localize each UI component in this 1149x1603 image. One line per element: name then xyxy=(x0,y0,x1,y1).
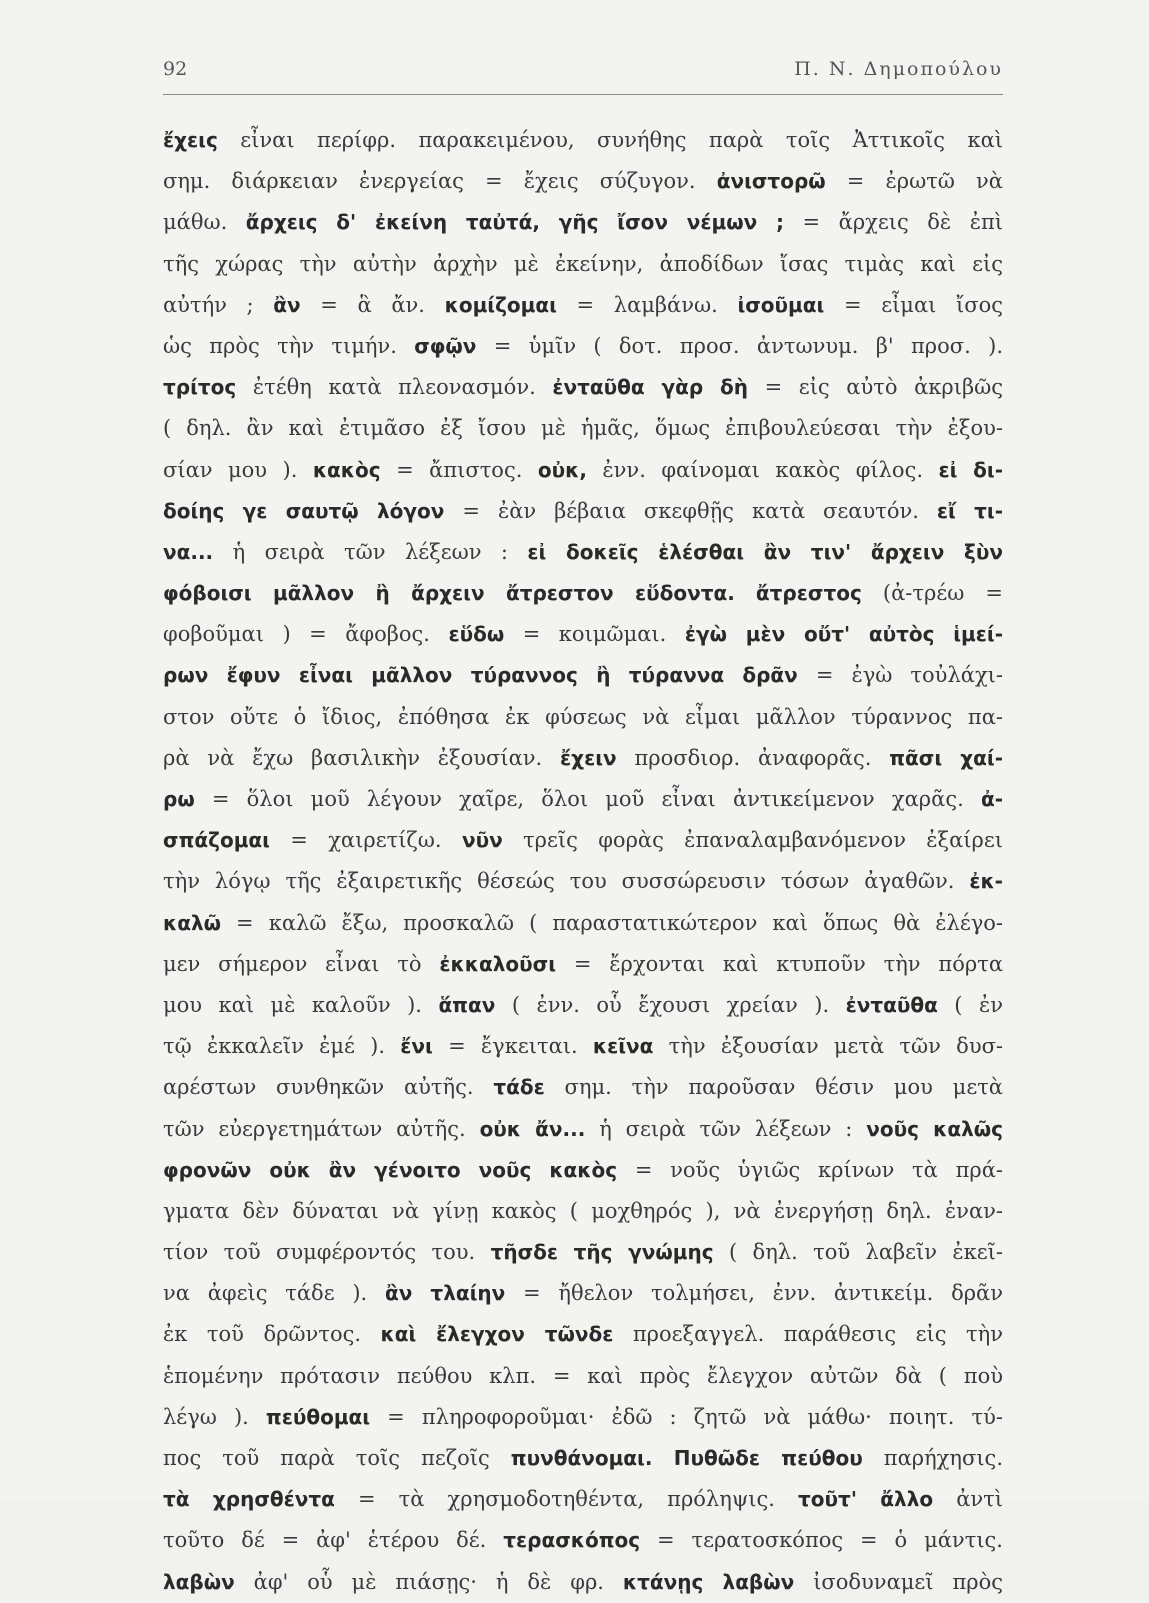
text-line xyxy=(163,450,1003,491)
gloss-text: ἐκ τοῦ δρῶντος. xyxy=(163,1322,381,1347)
gloss-text: σίαν μου ). xyxy=(163,457,313,482)
lemma-term: κακὸς xyxy=(312,457,381,482)
gloss-text: = ἤθελον τολμήσει, ἐνν. ἀντικείμ. δρᾶν xyxy=(505,1281,1003,1306)
text-line xyxy=(163,614,1003,655)
lemma-term: πᾶσι χαί- xyxy=(889,745,1003,770)
lemma-term: οὐκ, xyxy=(537,457,587,482)
lemma-term: πυνθάνομαι. Πυθῶδε πεύθου xyxy=(510,1446,863,1470)
lemma-term: φόβοισι μᾶλλον ἢ ἄρχειν ἄτρεστον εὕδοντα. xyxy=(163,581,735,606)
gloss-text: μάθω. xyxy=(163,210,246,235)
running-head: Π. Ν. Δημοπούλου xyxy=(794,58,1003,80)
gloss-text: ἰσοδυναμεῖ πρὸς xyxy=(794,1569,1003,1594)
gloss-text: ὡς πρὸς τὴν τιμήν. xyxy=(163,333,415,358)
gloss-text: = ἄπιστος. xyxy=(380,457,538,482)
gloss-text: σημ. διάρκειαν ἐνεργείας = ἔχεις σύζυγον. xyxy=(163,169,717,194)
lemma-term: ἂν τλαίην xyxy=(385,1281,506,1306)
lemma-term: ἀ- xyxy=(980,787,1003,811)
gloss-text: = νοῦς ὑγιῶς κρίνων τὰ πρά- xyxy=(617,1157,1003,1182)
lemma-term: ἰσοῦμαι xyxy=(737,292,825,317)
gloss-text: τῷ ἐκκαλεῖν ἐμέ ). xyxy=(163,1034,401,1059)
gloss-text: προσδιορ. ἀναφορᾶς. xyxy=(616,745,890,770)
gloss-text: = ἄρχεις δὲ ἐπὶ xyxy=(784,210,1003,235)
lemma-term: τερασκόπος xyxy=(503,1528,641,1553)
gloss-text: μου καὶ μὲ καλοῦν ). xyxy=(163,992,439,1017)
text-line xyxy=(163,697,1003,738)
lemma-term: ἔχεις xyxy=(163,128,218,152)
text-line xyxy=(163,738,1003,779)
lemma-term: εἰ δοκεῖς ἑλέσθαι ἂν τιν' ἄρχειν ξὺν xyxy=(527,539,1003,564)
lemma-term: τῆσδε τῆς γνώμης xyxy=(490,1240,714,1265)
text-line xyxy=(163,1438,1003,1479)
gloss-text: ἡ σειρὰ τῶν λέξεων : xyxy=(585,1116,867,1141)
lemma-term: ἔνι xyxy=(400,1034,433,1059)
lemma-term: ἄρχεις δ' ἐκείνη ταὐτά, γῆς ἴσον νέμων ; xyxy=(245,210,785,235)
text-line xyxy=(163,985,1003,1026)
page-number: 92 xyxy=(163,58,188,80)
gloss-text: = ἐγὼ τοὐλάχι- xyxy=(797,663,1003,688)
lemma-term: λαβὼν xyxy=(163,1569,235,1594)
gloss-text: τὴν λόγῳ τῆς ἐξαιρετικῆς θέσεώς του συσσώρευσιν τόσων ἀγαθῶν. xyxy=(163,869,970,894)
text-line xyxy=(163,1232,1003,1273)
lemma-term: εἴ τι- xyxy=(936,498,1003,523)
lemma-term: τοῦτ' ἄλλο xyxy=(798,1487,934,1512)
gloss-text: ἐνν. φαίνομαι κακὸς φίλος. xyxy=(586,457,939,482)
gloss-text: τῶν εὐεργετημάτων αὐτῆς. xyxy=(163,1116,480,1141)
gloss-text: (ἀ-τρέω = xyxy=(861,581,1003,606)
text-line xyxy=(163,244,1003,285)
text-line xyxy=(163,202,1003,243)
gloss-text: = εἶμαι ἴσος xyxy=(824,292,1003,317)
gloss-text: ἑπομένην πρότασιν πεύθου κλπ. = καὶ πρὸς ἔλεγχον αὐτῶν δὰ ( ποὺ xyxy=(163,1363,1003,1388)
gloss-text: ἡ σειρὰ τῶν λέξεων : xyxy=(213,539,528,564)
lemma-term: σφῷν xyxy=(414,333,477,358)
gloss-text: = ἃ ἄν. xyxy=(300,292,445,317)
gloss-text: ἐτέθη κατὰ πλεονασμόν. xyxy=(236,375,553,400)
lemma-term: ἂν xyxy=(273,292,301,317)
gloss-text: = τερατοσκόπος = ὁ μάντις. xyxy=(640,1528,1003,1553)
gloss-text: = ἐρωτῶ νὰ xyxy=(825,169,1003,194)
lemma-term: δοίης γε σαυτῷ λόγον xyxy=(163,498,445,523)
text-line xyxy=(163,573,1003,614)
text-line xyxy=(163,1273,1003,1314)
gloss-text: ( δηλ. τοῦ λαβεῖν ἐκεῖ- xyxy=(713,1240,1003,1265)
commentary-text xyxy=(163,120,1003,1603)
gloss-text: = ὅλοι μοῦ λέγουν χαῖρε, ὅλοι μοῦ εἶναι ἀντικείμενον χαρᾶς. xyxy=(194,787,981,811)
text-line xyxy=(163,1397,1003,1438)
lemma-term: ἐκ- xyxy=(969,869,1003,894)
gloss-text: λέγω ). xyxy=(163,1404,266,1429)
gloss-text: φοβοῦμαι ) = ἄφοβος. xyxy=(163,622,449,647)
lemma-term: ρων ἔφυν εἶναι μᾶλλον τύραννος ἢ τύραννα δρᾶν xyxy=(163,663,798,688)
lemma-term: τὰ χρησθέντα xyxy=(163,1487,335,1512)
lemma-term: ρω xyxy=(163,787,195,811)
text-line xyxy=(163,1314,1003,1355)
lemma-term: ἔχειν xyxy=(560,745,617,770)
text-line xyxy=(163,1562,1003,1603)
gloss-text: ( δηλ. ἂν καὶ ἐτιμᾶσο ἐξ ἴσου μὲ ἡμᾶς, ὅμως ἐπιβουλεύεσαι τὴν ἐξου- xyxy=(163,416,1003,441)
lemma-term: κομίζομαι xyxy=(444,292,557,317)
gloss-text: στον οὔτε ὁ ἴδιος, ἐπόθησα ἐκ φύσεως νὰ εἶμαι μᾶλλον τύραννος πα- xyxy=(163,704,1003,729)
gloss-text: μεν σήμερον εἶναι τὸ xyxy=(163,951,440,976)
lemma-term: ἐγὼ μὲν οὔτ' αὐτὸς ἱμεί- xyxy=(684,622,1003,647)
lemma-term: να... xyxy=(163,539,214,564)
gloss-text: ( ἐνν. οὗ ἔχουσι χρείαν ). xyxy=(495,992,846,1017)
lemma-term: τάδε xyxy=(493,1075,545,1100)
lemma-term: νῦν xyxy=(461,828,503,853)
lemma-term: ἐνταῦθα xyxy=(845,992,938,1017)
gloss-text: γματα δὲν δύναται νὰ γίνῃ κακὸς ( μοχθηρός ), νὰ ἐνεργήσῃ δηλ. ἐναν- xyxy=(163,1198,1003,1223)
gloss-text: = καλῶ ἔξω, προσκαλῶ ( παραστατικώτερον καὶ ὅπως θὰ ἐλέγο- xyxy=(221,910,1003,935)
text-line xyxy=(163,120,1003,161)
gloss-text: ( ἐν xyxy=(937,992,1003,1017)
text-line xyxy=(163,285,1003,326)
lemma-term: σπάζομαι xyxy=(163,828,270,853)
gloss-text: παρήχησις. xyxy=(862,1446,1003,1470)
gloss-text: = ἔγκειται. xyxy=(432,1034,593,1059)
text-line xyxy=(163,408,1003,449)
text-line xyxy=(163,861,1003,902)
gloss-text: = χαιρετίζω. xyxy=(269,828,462,853)
lemma-term: ἀνιστορῶ xyxy=(716,169,826,194)
gloss-text: ρὰ νὰ ἔχω βασιλικὴν ἐξουσίαν. xyxy=(163,745,561,770)
header-rule xyxy=(163,94,1003,95)
lemma-term: ἅπαν xyxy=(438,992,496,1017)
gloss-text: = λαμβάνω. xyxy=(556,292,738,317)
gloss-text: προεξαγγελ. παράθεσις εἰς τὴν xyxy=(613,1322,1003,1347)
gloss-text: εἶναι περίφρ. παρακειμένου, συνήθης παρὰ τοῖς Ἀττικοῖς καὶ xyxy=(217,128,1003,152)
lemma-term: καλῶ xyxy=(163,910,221,935)
gloss-text: ἀφ' οὗ μὲ πιάσῃς· ἡ δὲ φρ. xyxy=(234,1569,623,1594)
text-line xyxy=(163,1026,1003,1067)
text-line xyxy=(163,903,1003,944)
text-line xyxy=(163,1067,1003,1108)
gloss-text: = πληροφοροῦμαι· ἐδῶ : ζητῶ νὰ μάθω· ποιητ. τύ- xyxy=(370,1404,1003,1429)
lemma-term: νοῦς καλῶς xyxy=(866,1116,1003,1141)
page-header xyxy=(163,58,1003,90)
gloss-text: τῆς χώρας τὴν αὐτὴν ἀρχὴν μὲ ἐκείνην, ἀποδίδων ἴσας τιμὰς καὶ εἰς xyxy=(163,251,1003,276)
lemma-term: ἄτρεστος xyxy=(755,581,862,606)
lemma-term: τρίτος xyxy=(163,375,237,400)
lemma-term: φρονῶν οὐκ ἂν γένοιτο νοῦς κακὸς xyxy=(163,1157,618,1182)
text-line xyxy=(163,491,1003,532)
gloss-text: = ἐὰν βέβαια σκεφθῇς κατὰ σεαυτόν. xyxy=(444,498,937,523)
lemma-term: κτάνῃς λαβὼν xyxy=(622,1569,795,1594)
gloss-text: = κοιμῶμαι. xyxy=(504,622,685,647)
lemma-term: κεῖνα xyxy=(592,1034,654,1059)
gloss-text: τοῦτο δέ = ἀφ' ἑτέρου δέ. xyxy=(163,1528,504,1553)
lemma-term: ἐνταῦθα γὰρ δὴ xyxy=(552,375,749,400)
gloss-text: πος τοῦ παρὰ τοῖς πεζοῖς xyxy=(163,1446,511,1470)
gloss-text: ἀντὶ xyxy=(933,1487,1003,1512)
lemma-term: εὕδω xyxy=(448,622,505,647)
gloss-text: = ὑμῖν ( δοτ. προσ. ἀντωνυμ. β' προσ. ). xyxy=(476,333,1003,358)
text-line xyxy=(163,1191,1003,1232)
gloss-text: = ἔρχονται καὶ κτυποῦν τὴν πόρτα xyxy=(555,951,1003,976)
gloss-text: σημ. τὴν παροῦσαν θέσιν μου μετὰ xyxy=(544,1075,1003,1100)
gloss-text: τὴν ἐξουσίαν μετὰ τῶν δυσ- xyxy=(653,1034,1003,1059)
gloss-text: αὐτήν ; xyxy=(163,292,274,317)
text-line xyxy=(163,532,1003,573)
text-line xyxy=(163,367,1003,408)
gloss-text: = τὰ χρησμοδοτηθέντα, πρόληψις. xyxy=(334,1487,799,1512)
lemma-term: οὐκ ἄν... xyxy=(479,1116,586,1141)
text-line xyxy=(163,1150,1003,1191)
text-line xyxy=(163,161,1003,202)
text-line xyxy=(163,944,1003,985)
text-line xyxy=(163,1520,1003,1561)
lemma-term: ἐκκαλοῦσι xyxy=(439,951,556,976)
gloss-text: αρέστων συνθηκῶν αὐτῆς. xyxy=(163,1075,494,1100)
gloss-text: = εἰς αὐτὸ ἀκριβῶς xyxy=(748,375,1003,400)
text-line xyxy=(163,326,1003,367)
text-line xyxy=(163,779,1003,820)
text-line xyxy=(163,1356,1003,1397)
gloss-text: τίον τοῦ συμφέροντός του. xyxy=(163,1240,491,1265)
text-line xyxy=(163,655,1003,696)
lemma-term: πεύθομαι xyxy=(265,1404,371,1429)
gloss-text: τρεῖς φορὰς ἐπαναλαμβανόμενον ἐξαίρει xyxy=(502,828,1003,853)
text-line xyxy=(163,820,1003,861)
gloss-text: να ἀφεὶς τάδε ). xyxy=(163,1281,385,1306)
text-line xyxy=(163,1109,1003,1150)
gloss-text xyxy=(735,581,756,605)
lemma-term: καὶ ἔλεγχον τῶνδε xyxy=(380,1322,614,1347)
lemma-term: εἰ δι- xyxy=(938,457,1003,482)
